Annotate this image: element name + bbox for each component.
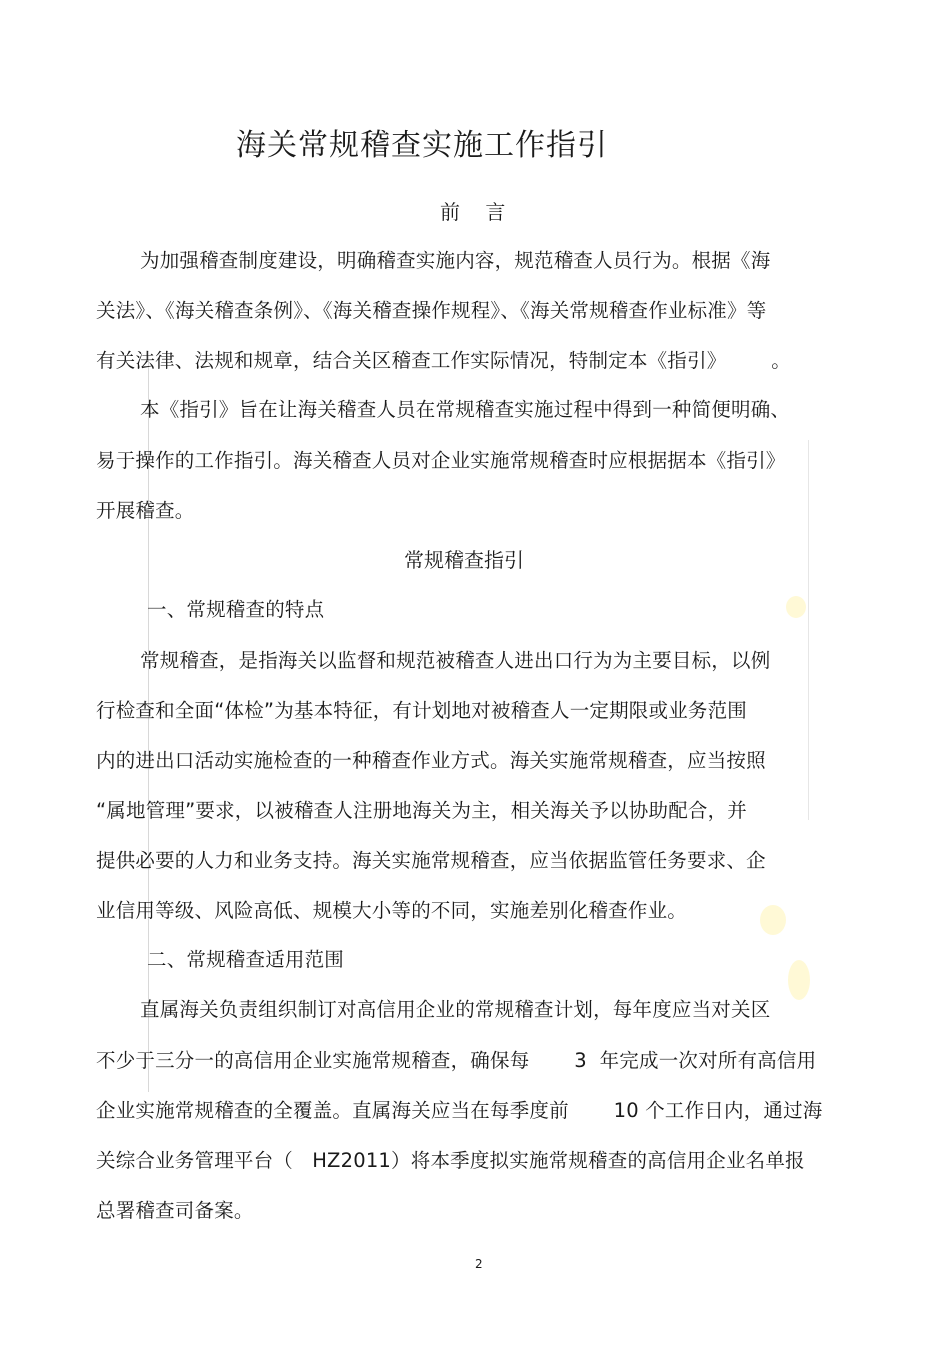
s1-body-line: 内的进出口活动实施检查的一种稽查作业方式。海关实施常规稽查，应当按照 [96,749,766,772]
s2-body-line: 总署稽查司备案。 [96,1199,254,1222]
s1-body-line: 行检查和全面“体检”为基本特征，有计划地对被稽查人一定期限或业务范围 [96,699,748,722]
scan-margin-line-right [808,440,809,820]
preface-p1-line: 为加强稽查制度建设，明确稽查实施内容，规范稽查人员行为。根据《海 [140,249,771,272]
scan-smudge [786,596,806,618]
s1-body-line: 常规稽查，是指海关以监督和规范被稽查人进出口行为为主要目标，以例 [140,649,771,672]
s2-body-line: 不少于三分一的高信用企业实施常规稽查，确保每 3 年完成一次对所有高信用 [96,1049,817,1072]
preface-p1-line: 有关法律、法规和规章，结合关区稽查工作实际情况，特制定本《指引》 。 [96,349,791,372]
s1-body-line: 业信用等级、风险高低、规模大小等的不同，实施差别化稽查作业。 [96,899,688,922]
preface-p2-line: 本《指引》旨在让海关稽查人员在常规稽查实施过程中得到一种简便明确、 [140,398,791,421]
scan-smudge [788,960,810,1000]
s2-heading: 二、常规稽查适用范围 [147,948,345,971]
section-heading: 常规稽查指引 [404,548,524,572]
page-number: 2 [475,1257,483,1271]
s1-heading: 一、常规稽查的特点 [147,598,325,621]
s2-body-line: 企业实施常规稽查的全覆盖。直属海关应当在每季度前 10 个工作日内，通过海 [96,1099,823,1122]
s2-body-line: 关综合业务管理平台（ HZ2011）将本季度拟实施常规稽查的高信用企业名单报 [96,1149,805,1172]
s2-body-line: 直属海关负责组织制订对高信用企业的常规稽查计划，每年度应当对关区 [140,998,771,1021]
preface-p1-line: 关法》、《海关稽查条例》、《海关稽查操作规程》、《海关常规稽查作业标准》等 [96,299,767,322]
s1-body-line: “属地管理”要求，以被稽查人注册地海关为主，相关海关予以协助配合，并 [96,799,748,822]
preface-heading: 前 言 [440,200,506,224]
document-title: 海关常规稽查实施工作指引 [236,128,608,163]
preface-p2-line: 开展稽查。 [96,499,195,522]
preface-p2-line: 易于操作的工作指引。海关稽查人员对企业实施常规稽查时应根据据本《指引》 [96,449,786,472]
s1-body-line: 提供必要的人力和业务支持。海关实施常规稽查，应当依据监管任务要求、企 [96,849,766,872]
scan-smudge [760,905,786,935]
